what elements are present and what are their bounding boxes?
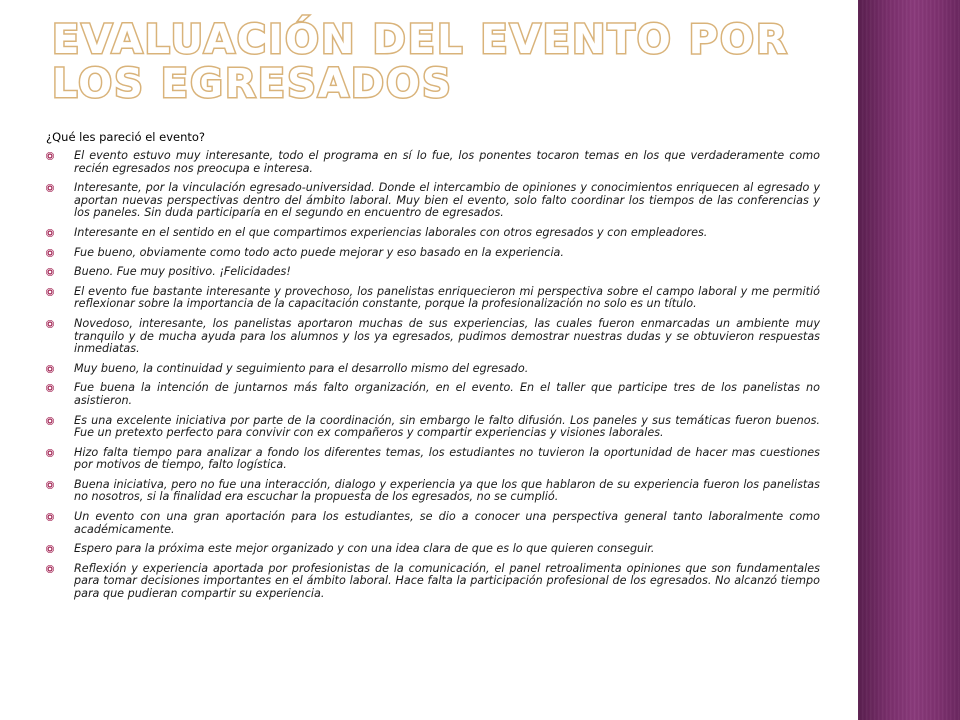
target-bullet-icon (46, 320, 54, 328)
response-item (44, 382, 820, 407)
response-list (44, 150, 820, 608)
response-text: Fue bueno, obviamente como todo acto puede mejorar y eso basado en la experiencia. (74, 245, 564, 259)
response-text: Espero para la próxima este mejor organizado y con una idea clara de que es lo que quieren conseguir. (74, 542, 655, 556)
target-bullet-icon (46, 288, 54, 296)
response-item (44, 318, 820, 356)
response-item (44, 227, 820, 240)
response-text: Reflexión y experiencia aportada por profesionistas de la comunicación, el panel retroalimenta opiniones que son fundamentales para tomar decisiones importantes en el ámbito laboral. Hace falta la participación profesional de los egresados. No alcanzó tiempo para que pudieran compartir su experiencia. (74, 561, 820, 601)
target-bullet-icon (46, 449, 54, 457)
target-bullet-icon (46, 184, 54, 192)
response-text: Hizo falta tiempo para analizar a fondo los diferentes temas, los estudiantes no tuvieron la oportunidad de hacer mas cuestiones por motivos de tiempo, falto logística. (74, 445, 820, 472)
target-bullet-icon (46, 249, 54, 257)
response-text: Novedoso, interesante, los panelistas aportaron muchas de sus experiencias, las cuales fueron enmarcadas un ambiente muy tranquilo y de mucha ayuda para los alumnos y los ya egresados, pudimos demostrar nuestras dudas y se obtuvieron respuestas inmediatas. (74, 316, 820, 356)
response-item (44, 511, 820, 536)
response-item (44, 247, 820, 260)
response-text: Interesante en el sentido en el que compartimos experiencias laborales con otros egresados y con empleadores. (74, 225, 708, 239)
response-text: Interesante, por la vinculación egresado-universidad. Donde el intercambio de opiniones y conocimientos enriquecen al egresado y aportan nuevas perspectivas dentro del ámbito laboral. Muy bien el evento, solo falto coordinar los tiempos de las conferencias y los paneles. Sin duda participaría en el segundo en encuentro de egresados. (74, 181, 820, 220)
target-bullet-icon (46, 481, 54, 489)
response-text: El evento fue bastante interesante y provechoso, los panelistas enriquecieron mi perspectiva sobre el campo laboral y me permitió reflexionar sobre la importancia de la capacitación constante, porque la profesionalización no solo es un título. (74, 284, 820, 311)
target-bullet-icon (46, 565, 54, 573)
decorative-sidebar (858, 0, 960, 720)
response-item (44, 363, 820, 376)
response-item (44, 182, 820, 220)
response-text: Muy bueno, la continuidad y seguimiento para el desarrollo mismo del egresado. (74, 361, 529, 375)
slide-title: EVALUACIÓN DEL EVENTO POR LOS EGRESADOS (52, 17, 789, 107)
response-text: El evento estuvo muy interesante, todo el programa en sí lo fue, los ponentes tocaron temas en los que verdaderamente como recién egresados nos preocupa e interesa. (74, 149, 820, 175)
response-text: Bueno. Fue muy positivo. ¡Felicidades! (74, 265, 291, 279)
target-bullet-icon (46, 513, 54, 521)
response-text: Es una excelente iniciativa por parte de la coordinación, sin embargo le falto difusión. Los paneles y sus temáticas fueron buenos. Fue un pretexto perfecto para convivir con ex compañeros y compartir experiencias y visiones laborales. (74, 413, 820, 440)
response-item (44, 415, 820, 440)
target-bullet-icon (46, 417, 54, 425)
response-item (44, 286, 820, 311)
question-heading: ¿Qué les pareció el evento? (46, 130, 206, 144)
target-bullet-icon (46, 545, 54, 553)
target-bullet-icon (46, 365, 54, 373)
response-item (44, 266, 820, 279)
response-item (44, 479, 820, 504)
target-bullet-icon (46, 229, 54, 237)
response-item (44, 543, 820, 556)
response-item (44, 150, 820, 175)
response-text: Fue buena la intención de juntarnos más falto organización, en el evento. En el taller que participe tres de los panelistas no asistieron. (74, 381, 820, 407)
response-text: Buena iniciativa, pero no fue una interacción, dialogo y experiencia ya que los que hablaron de su experiencia fueron los panelistas no nosotros, si la finalidad era escuchar la propuesta de los egresados, no se cumplió. (74, 477, 820, 504)
response-item (44, 447, 820, 472)
target-bullet-icon (46, 268, 54, 276)
response-text: Un evento con una gran aportación para los estudiantes, se dio a conocer una perspectiva general tanto laboralmente como académicamente. (74, 510, 820, 536)
response-item (44, 563, 820, 601)
target-bullet-icon (46, 152, 54, 160)
target-bullet-icon (46, 384, 54, 392)
